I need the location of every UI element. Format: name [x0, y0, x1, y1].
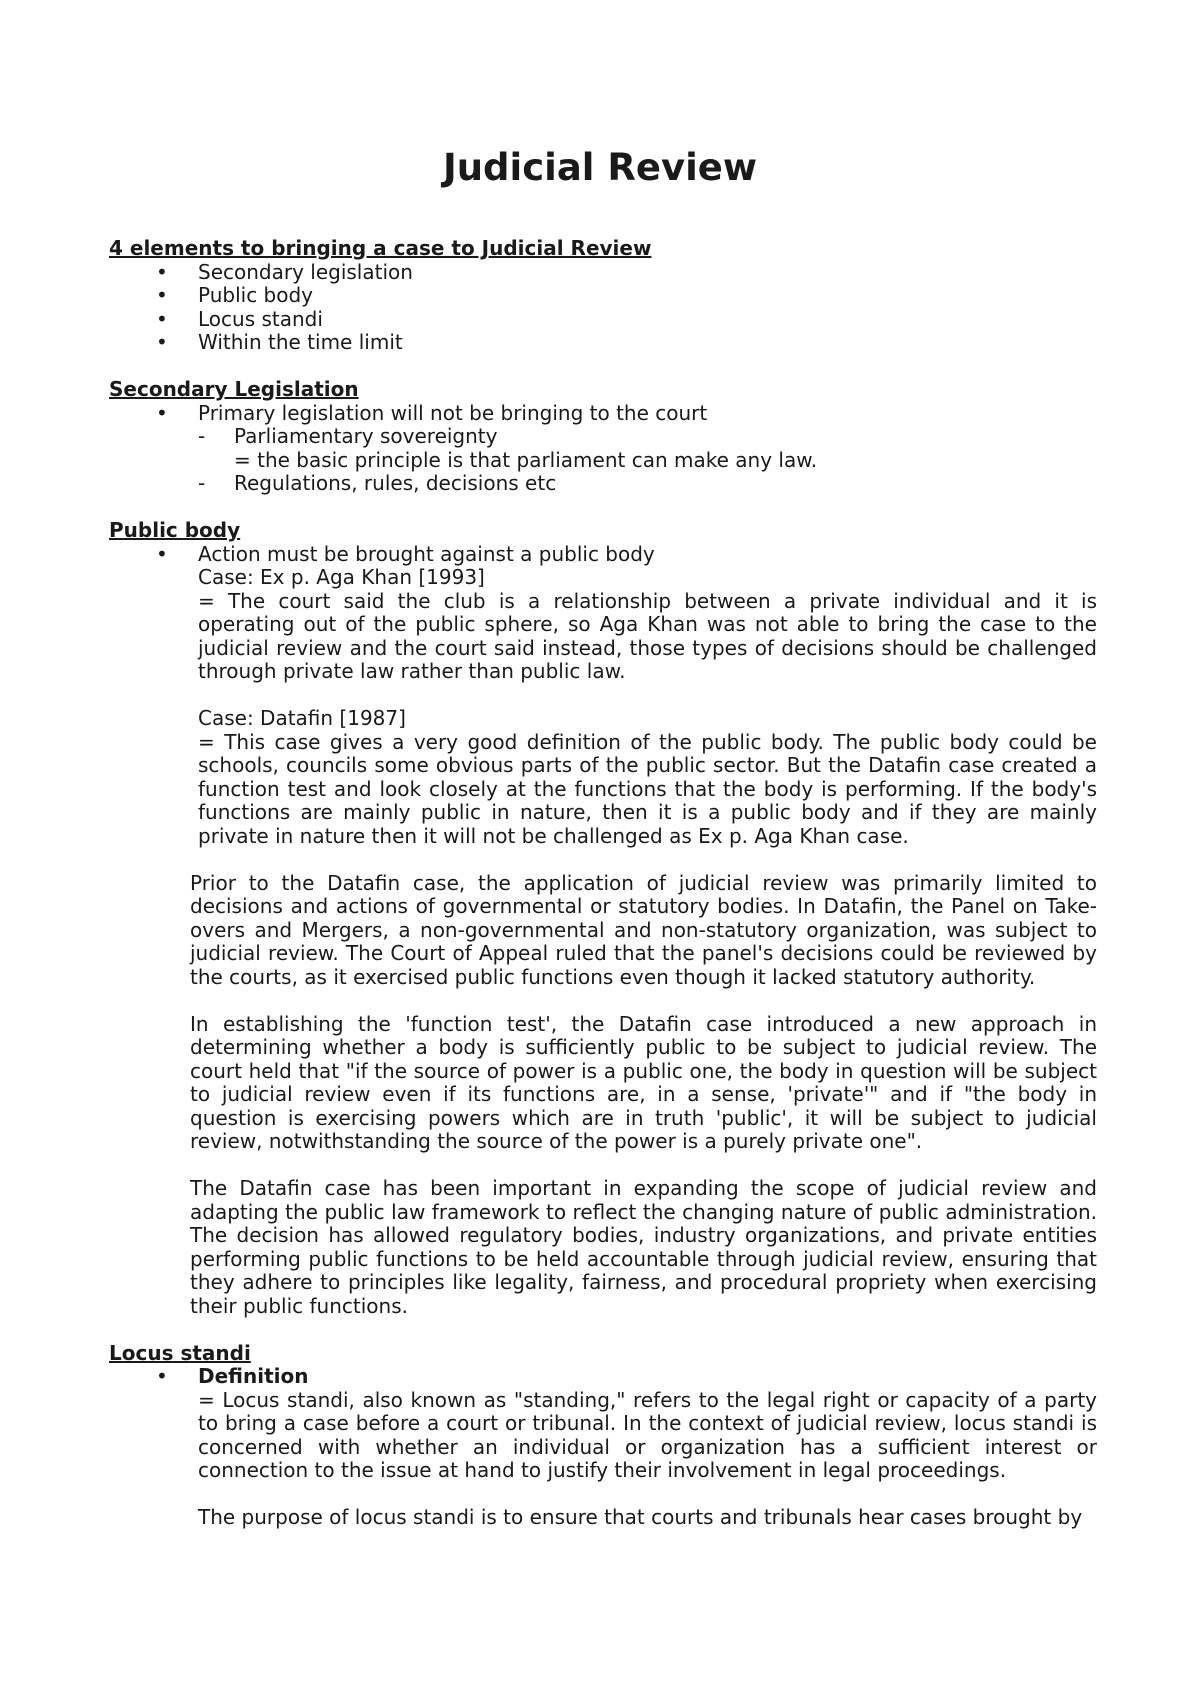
dash-icon: -: [198, 471, 206, 495]
list-item-text: Secondary legislation: [198, 259, 413, 284]
list-item-text: Within the time limit: [198, 330, 403, 354]
dash-item-note: = the basic principle is that parliament can make any law.: [234, 447, 818, 472]
list-item-text: Locus standi: [198, 306, 323, 331]
list-item: [109, 261, 1097, 285]
paragraph: Prior to the Datafin case, the application of judicial review was primarily limited to decisions and actions of governmental or statutory bodies. In Datafin, the Panel on Take-overs and Mergers, a non-governmental and non-statutory organization, was subject to judicial review. The Court of Appeal ruled that the panel's decisions could be reviewed by the courts, as it exercised public functions even though it lacked statutory authority.: [190, 870, 1097, 989]
bullet-icon: •: [156, 1364, 168, 1388]
list-item-text: Action must be brought against a public body: [198, 541, 655, 566]
bullet-icon: •: [156, 306, 168, 331]
dash-item-text: Parliamentary sovereignty: [234, 424, 498, 448]
spacer: [109, 848, 1097, 872]
dash-item: [109, 472, 1097, 496]
spacer: [109, 1483, 1097, 1507]
list-item: [109, 1365, 1097, 1389]
spacer: [109, 989, 1097, 1013]
list-item-text: Definition: [198, 1364, 309, 1388]
bullet-icon: •: [156, 259, 168, 284]
section-heading-elements: 4 elements to bringing a case to Judicial Review: [109, 236, 652, 260]
spacer: [109, 496, 1097, 520]
list-item: [109, 543, 1097, 567]
list-item-text: Primary legislation will not be bringing to the court: [198, 400, 708, 425]
dash-icon: -: [198, 424, 206, 448]
section-heading-locus-standi: Locus standi: [109, 1340, 251, 1365]
page-title: Judicial Review: [442, 146, 758, 189]
bullet-icon: •: [156, 330, 168, 354]
bullet-icon: •: [156, 541, 168, 566]
list-item: [109, 308, 1097, 332]
spacer: [109, 1318, 1097, 1342]
case-title: Case: Ex p. Aga Khan [1993]: [198, 565, 485, 589]
definition-text: = Locus standi, also known as "standing," refers to the legal right or capacity of a party to bring a case before a court or tribunal. In the context of judicial review, locus standi is concerned with whether an individual or organization has a sufficient interest or connection to the issue at hand to justify their involvement in legal proceedings.: [198, 1387, 1097, 1482]
case-summary: = This case gives a very good definition of the public body. The public body could be schools, councils some obvious parts of the public sector. But the Datafin case created a function test and look closely at the functions that the body is performing. If the body's functions are mainly public in nature, then it is a public body and if they are mainly private in nature then it will not be challenged as Ex p. Aga Khan case.: [198, 729, 1097, 848]
bullet-icon: •: [156, 400, 168, 425]
document-body: [109, 237, 1097, 1530]
bullet-icon: •: [156, 283, 168, 307]
list-item: [109, 331, 1097, 355]
list-item: [109, 402, 1097, 426]
list-item-text: Public body: [198, 283, 314, 307]
paragraph: In establishing the 'function test', the Datafin case introduced a new approach in determining whether a body is sufficiently public to be subject to judicial review. The court held that "if the source of power is a public one, the body in question will be subject to judicial review even if its functions are, in a sense, 'private'" and if "the body in question is exercising powers which are in truth 'public', it will be subject to judicial review, notwithstanding the source of the power is a purely private one".: [190, 1011, 1097, 1153]
paragraph: The Datafin case has been important in expanding the scope of judicial review and adapting the public law framework to reflect the changing nature of public administration. The decision has allowed regulatory bodies, industry organizations, and private entities performing public functions to be held accountable through judicial review, ensuring that they adhere to principles like legality, fairness, and procedural propriety when exercising their public functions.: [190, 1176, 1097, 1318]
case-summary: = The court said the club is a relationship between a private individual and it is operating out of the public sphere, so Aga Khan was not able to bring the case to the judicial review and the court said instead, those types of decisions should be challenged through private law rather than public law.: [198, 588, 1097, 683]
spacer: [109, 355, 1097, 379]
paragraph: The purpose of locus standi is to ensure that courts and tribunals hear cases brought by: [198, 1505, 1083, 1529]
dash-item: [109, 425, 1097, 449]
spacer: [109, 684, 1097, 708]
case-title: Case: Datafin [1987]: [198, 706, 406, 730]
spacer: [109, 1154, 1097, 1178]
dash-item-text: Regulations, rules, decisions etc: [234, 471, 557, 495]
section-heading-secondary-legislation: Secondary Legislation: [109, 377, 359, 401]
list-item: [109, 284, 1097, 308]
section-heading-public-body: Public body: [109, 518, 241, 542]
